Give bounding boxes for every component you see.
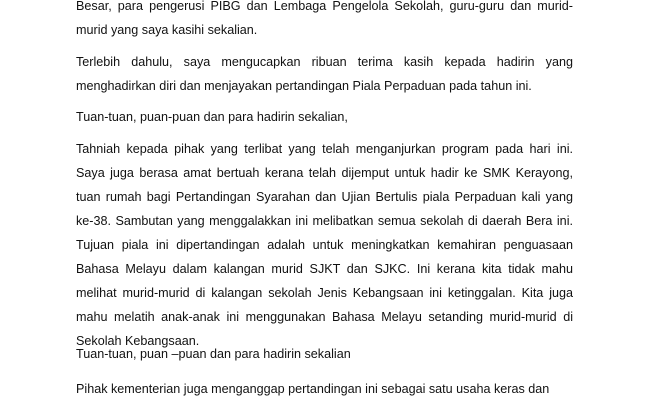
- paragraph: [76, 137, 573, 353]
- paragraph-line: murid yang saya kasihi sekalian.: [76, 23, 258, 37]
- paragraph-line: Tuan-tuan, puan-puan dan para hadirin sekalian,: [76, 110, 348, 124]
- paragraph-line: Saya juga berasa amat bertuah kerana telah dijemput untuk hadir ke SMK Kerayong,: [76, 166, 573, 180]
- paragraph-line: Pihak kementerian juga menganggap pertandingan ini sebagai satu usaha keras dan: [76, 382, 550, 396]
- paragraph: [76, 377, 573, 400]
- paragraph-line: ke-38. Sambutan yang menggalakkan ini melibatkan semua sekolah di daerah Bera ini.: [76, 214, 573, 228]
- paragraph: [76, 105, 573, 129]
- paragraph-line: Besar, para pengerusi PIBG dan Lembaga Pengelola Sekolah, guru-guru dan murid-: [76, 0, 573, 13]
- paragraph-line: Tujuan piala ini dipertandingan adalah untuk meningkatkan kemahiran penguasaan: [76, 238, 573, 252]
- paragraph-line: mahu melatih anak-anak ini menggunakan Bahasa Melayu setanding murid-murid di: [76, 310, 573, 324]
- paragraph-line: Bahasa Melayu dalam kalangan murid SJKT dan SJKC. Ini kerana kita tidak mahu: [76, 262, 573, 276]
- paragraph-line: tuan rumah bagi Pertandingan Syarahan dan Ujian Bertulis piala Perpaduan kali yang: [76, 190, 573, 204]
- paragraph: [76, 342, 573, 366]
- paragraph-line: Tuan-tuan, puan –puan dan para hadirin sekalian: [76, 347, 351, 361]
- paragraph-line: Tahniah kepada pihak yang terlibat yang telah menganjurkan program pada hari ini.: [76, 142, 573, 156]
- paragraph: [76, 50, 573, 98]
- paragraph: [76, 0, 573, 42]
- paragraph-line: Terlebih dahulu, saya mengucapkan ribuan terima kasih kepada hadirin yang: [76, 55, 573, 69]
- paragraph-line: melihat murid-murid di kalangan sekolah Jenis Kebangsaan ini ketinggalan. Kita juga: [76, 286, 573, 300]
- paragraph-line: menghadirkan diri dan menjayakan pertandingan Piala Perpaduan pada tahun ini.: [76, 79, 532, 93]
- paragraph-line: Sekolah Kebangsaan.: [76, 334, 200, 348]
